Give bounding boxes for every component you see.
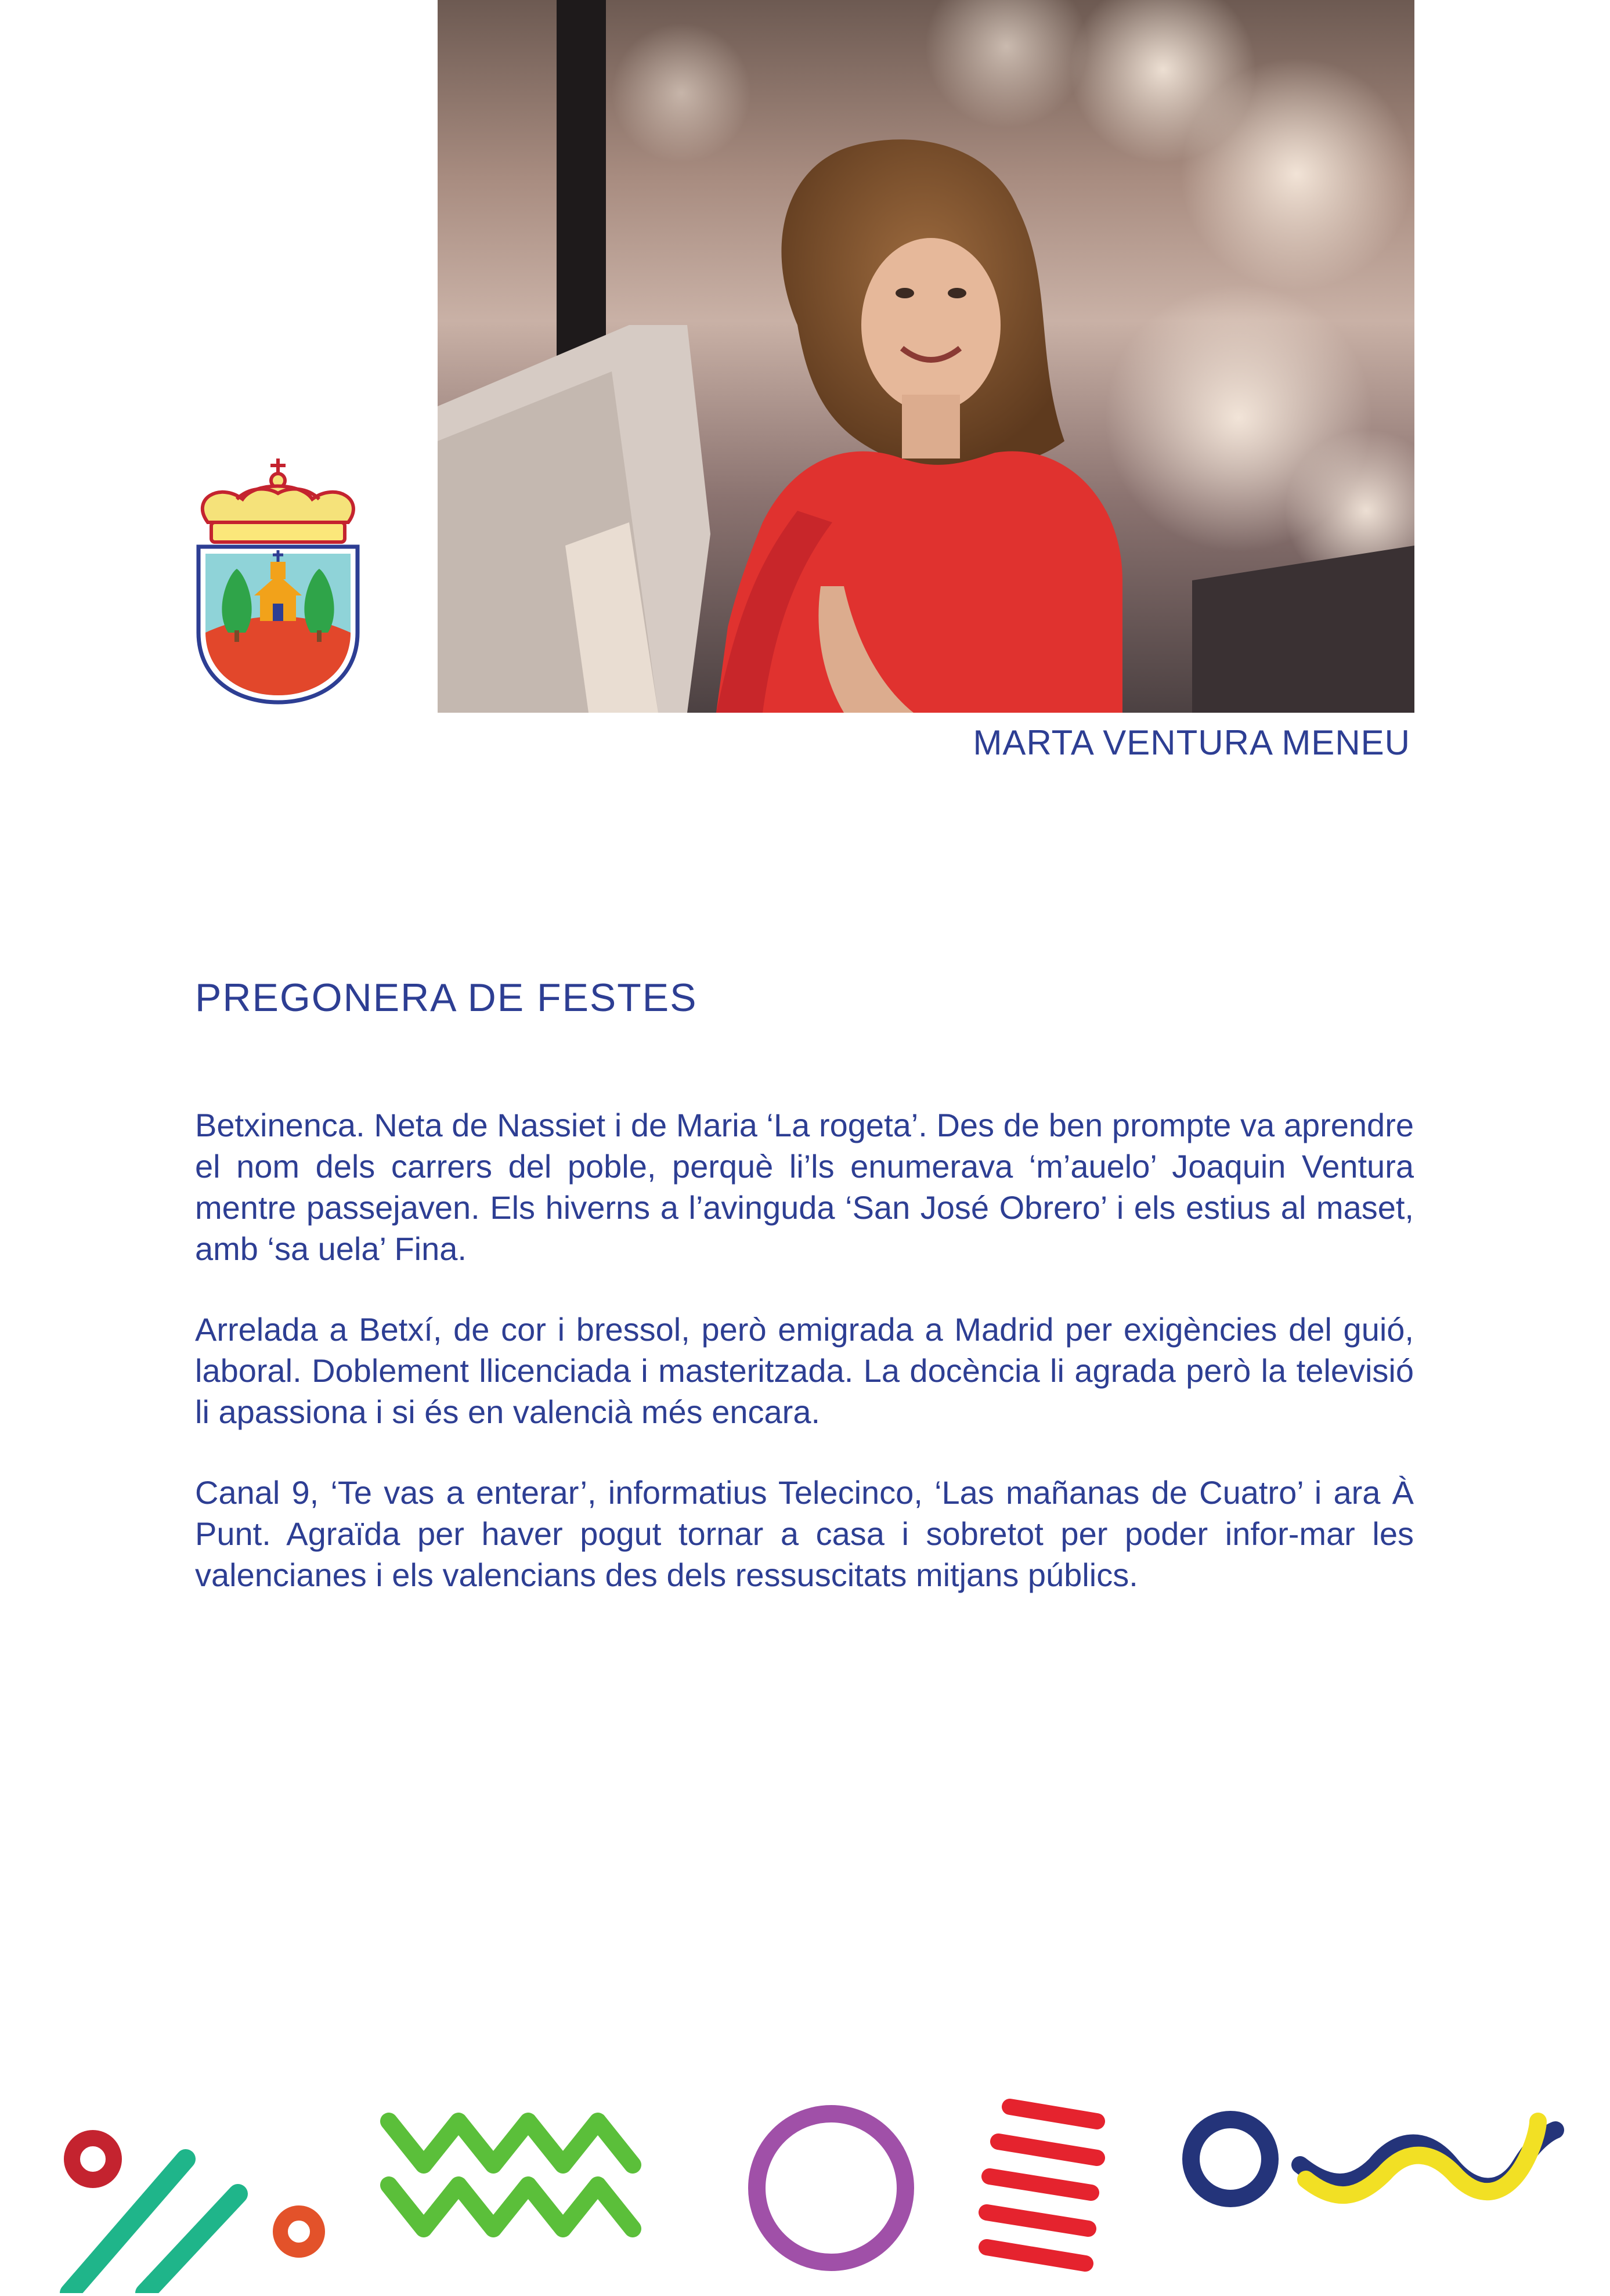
paragraph: Arrelada a Betxí, de cor i bressol, però emigrada a Madrid per exigències del guió, laboral. Doblement llicenciada i masteritzada. La docència li agrada però la televisió li apassiona i si és en valencià més encara. xyxy=(195,1311,1414,1430)
red-stripe-icon xyxy=(987,2212,1088,2229)
decorative-footer xyxy=(0,2078,1610,2293)
navy-ring-icon xyxy=(1191,2120,1270,2198)
purple-ring-icon xyxy=(757,2114,905,2262)
teal-stripe-icon xyxy=(145,2194,238,2293)
orange-ring-icon xyxy=(280,2213,317,2250)
page-title: PREGONERA DE FESTES xyxy=(195,976,698,1020)
red-stripe-icon xyxy=(998,2142,1097,2158)
green-zigzag-icon xyxy=(389,2121,633,2165)
red-stripe-icon xyxy=(990,2176,1091,2193)
red-stripe-icon xyxy=(1010,2107,1097,2121)
photo-caption: MARTA VENTURA MENEU xyxy=(973,723,1410,762)
green-zigzag-icon xyxy=(389,2185,633,2229)
red-stripe-icon xyxy=(987,2247,1085,2263)
paragraph: Canal 9, ‘Te vas a enterar’, informatius Telecinco, ‘Las mañanas de Cuatro’ i ara À Punt. Agraïda per haver pogut tornar a casa i sobretot per poder infor-mar les valencianes i els valencians des dels ressuscitats mitjans públics. xyxy=(195,1474,1414,1593)
paragraph: Betxinenca. Neta de Nassiet i de Maria ‘La rogeta’. Des de ben prompte va aprendre el nom dels carrers del poble, perquè li’ls enumerava ‘m’auelo’ Joaquin Ventura mentre passejaven. Els hiverns a l’avinguda ‘San José Obrero’ i els estius al maset, amb ‘sa uela’ Fina. xyxy=(195,1107,1414,1267)
red-ring-icon xyxy=(72,2138,114,2180)
municipal-coat-of-arms-icon xyxy=(196,459,360,706)
portrait-photo xyxy=(438,0,1414,713)
body-text xyxy=(195,1104,1414,1635)
